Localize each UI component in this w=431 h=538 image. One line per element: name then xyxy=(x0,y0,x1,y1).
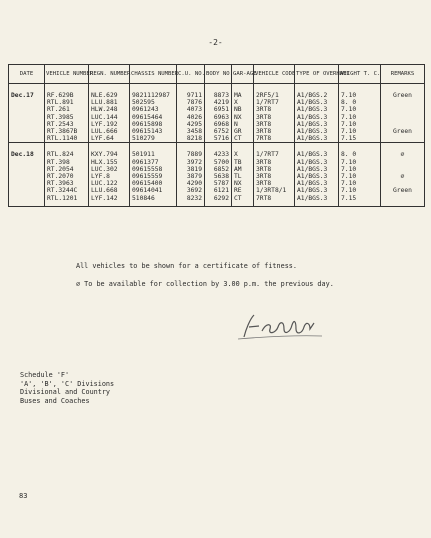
table-cell: 7.10 xyxy=(339,128,381,135)
table-row xyxy=(9,180,425,187)
table-cell: LUC.302 xyxy=(89,166,130,173)
column-header: CHASSIS NUMBER xyxy=(130,65,177,84)
table-cell: 7.10 xyxy=(339,106,381,113)
table-cell: 7.10 xyxy=(339,166,381,173)
table-cell: RTL.824 xyxy=(45,151,89,158)
table-row xyxy=(9,135,425,143)
table-cell: A1/BGS.2 xyxy=(295,92,339,99)
table-cell: RT.3867B xyxy=(45,128,89,135)
table-cell: 09615559 xyxy=(130,173,177,180)
date-cell: Dec.18 xyxy=(9,151,45,158)
table-cell: 502595 xyxy=(130,99,177,106)
table-cell: 7.10 xyxy=(339,121,381,128)
table-cell: 6963 xyxy=(205,114,232,121)
table-cell: 3879 xyxy=(177,173,205,180)
table-cell xyxy=(381,99,425,106)
table-cell: Green xyxy=(381,128,425,135)
table-cell: 3RT8 xyxy=(254,180,295,187)
table-cell: A1/BGS.3 xyxy=(295,99,339,106)
table-cell: RE xyxy=(232,187,254,194)
table-cell: RT.2543 xyxy=(45,121,89,128)
table-cell xyxy=(381,135,425,143)
table-cell: 7.10 xyxy=(339,180,381,187)
table-cell: Green xyxy=(381,187,425,194)
date-cell xyxy=(9,128,45,135)
table-cell: ∅ xyxy=(381,173,425,180)
table-cell: 1/7RT7 xyxy=(254,99,295,106)
table-cell: 7.10 xyxy=(339,173,381,180)
table-row xyxy=(9,99,425,106)
footnote-collection: ∅ To be available for collection by 3.00 p.m. the previous day. xyxy=(76,280,334,288)
table-cell xyxy=(381,121,425,128)
table-cell: A1/BGS.3 xyxy=(295,151,339,158)
date-cell xyxy=(9,99,45,106)
column-header: WEIGHT T. C. xyxy=(339,65,381,84)
table-row xyxy=(9,128,425,135)
table-cell: 0961243 xyxy=(130,106,177,113)
table-cell xyxy=(381,180,425,187)
table-row xyxy=(9,106,425,113)
table-cell xyxy=(381,106,425,113)
table-cell: AM xyxy=(232,166,254,173)
table-cell: 09615400 xyxy=(130,180,177,187)
table-cell: 4233 xyxy=(205,151,232,158)
table-cell: 7889 xyxy=(177,151,205,158)
table-cell: LLU.881 xyxy=(89,99,130,106)
table-cell: 8218 xyxy=(177,135,205,143)
table-cell: 7RT8 xyxy=(254,195,295,202)
table-cell: 6852 xyxy=(205,166,232,173)
table-cell: 5638 xyxy=(205,173,232,180)
table-cell xyxy=(381,195,425,202)
table-cell: NX xyxy=(232,180,254,187)
table-cell: RT.3963 xyxy=(45,180,89,187)
vehicle-schedule-table xyxy=(8,64,425,207)
table-cell: LYF.64 xyxy=(89,135,130,143)
table-cell: RTL.1140 xyxy=(45,135,89,143)
table-row xyxy=(9,114,425,121)
table-cell: RT.261 xyxy=(45,106,89,113)
column-header: VEHICLE NUMBER xyxy=(45,65,89,84)
table-cell: 7876 xyxy=(177,99,205,106)
column-header: C.U. NO. xyxy=(177,65,205,84)
table-cell: 8. 0 xyxy=(339,99,381,106)
group-spacer xyxy=(9,202,425,207)
table-cell: 9821112987 xyxy=(130,92,177,99)
table-cell: HLW.248 xyxy=(89,106,130,113)
table-cell: 3692 xyxy=(177,187,205,194)
table-cell: 7.10 xyxy=(339,114,381,121)
date-cell xyxy=(9,195,45,202)
table-row xyxy=(9,121,425,128)
table-cell: 7.10 xyxy=(339,159,381,166)
table-cell: A1/BGS.3 xyxy=(295,128,339,135)
table-cell: 7.15 xyxy=(339,135,381,143)
table-cell: 09614041 xyxy=(130,187,177,194)
table-cell: CT xyxy=(232,135,254,143)
date-cell xyxy=(9,121,45,128)
date-cell xyxy=(9,135,45,143)
date-cell xyxy=(9,173,45,180)
table-cell: 4295 xyxy=(177,121,205,128)
table-cell: 3972 xyxy=(177,159,205,166)
table-cell: LYF.8 xyxy=(89,173,130,180)
table-cell: 0961377 xyxy=(130,159,177,166)
table-row xyxy=(9,195,425,202)
date-cell xyxy=(9,180,45,187)
table-cell: A1/BGS.3 xyxy=(295,187,339,194)
table-cell: 1/7RT7 xyxy=(254,151,295,158)
table-cell: 5787 xyxy=(205,180,232,187)
table-cell: RT.3244C xyxy=(45,187,89,194)
table-cell: 3819 xyxy=(177,166,205,173)
column-header: BODY NO. xyxy=(205,65,232,84)
date-cell: Dec.17 xyxy=(9,92,45,99)
table-cell: NLE.629 xyxy=(89,92,130,99)
table-cell: LUC.122 xyxy=(89,180,130,187)
table-cell: NB xyxy=(232,106,254,113)
table-cell: RTL.1201 xyxy=(45,195,89,202)
table-cell: A1/BGS.3 xyxy=(295,121,339,128)
table-cell: 7.10 xyxy=(339,92,381,99)
table-cell: RT.2054 xyxy=(45,166,89,173)
table-cell: 9711 xyxy=(177,92,205,99)
table-cell: A1/BGS.3 xyxy=(295,180,339,187)
table-cell: A1/BGS.3 xyxy=(295,114,339,121)
table-cell: LUC.144 xyxy=(89,114,130,121)
column-header: REMARKS xyxy=(381,65,425,84)
schedule-line: 'A', 'B', 'C' Divisions xyxy=(20,379,115,388)
table-cell: X xyxy=(232,99,254,106)
table-cell: LLU.668 xyxy=(89,187,130,194)
table-cell: GR xyxy=(232,128,254,135)
table-cell: 4290 xyxy=(177,180,205,187)
handwritten-signature xyxy=(232,307,326,345)
schedule-line: Schedule 'F' xyxy=(20,371,70,379)
table-cell: MA xyxy=(232,92,254,99)
table-cell xyxy=(381,159,425,166)
table-cell: 3RT8 xyxy=(254,173,295,180)
group-spacer xyxy=(9,84,425,93)
date-cell xyxy=(9,114,45,121)
column-header: VEHICLE CODE xyxy=(254,65,295,84)
footnote-certificate: All vehicles to be shown for a certificate of fitness. xyxy=(76,262,297,270)
table-cell: NX xyxy=(232,114,254,121)
table-row xyxy=(9,159,425,166)
table-cell: 7.15 xyxy=(339,195,381,202)
table-cell: LUL.666 xyxy=(89,128,130,135)
table-cell: 1/3RT8/1 xyxy=(254,187,295,194)
date-cell xyxy=(9,187,45,194)
table-row xyxy=(9,151,425,158)
table-cell: N xyxy=(232,121,254,128)
table-cell: Green xyxy=(381,92,425,99)
table-cell: RT.398 xyxy=(45,159,89,166)
table-row xyxy=(9,92,425,99)
table-cell: LYF.142 xyxy=(89,195,130,202)
table-cell: 3458 xyxy=(177,128,205,135)
page-number: -2- xyxy=(208,38,223,47)
table-cell: 5700 xyxy=(205,159,232,166)
table-cell: RF.629B xyxy=(45,92,89,99)
table-row xyxy=(9,187,425,194)
table-body xyxy=(9,84,425,207)
date-cell xyxy=(9,159,45,166)
table-cell: A1/BGS.3 xyxy=(295,166,339,173)
table-header-row xyxy=(9,65,425,84)
table-cell: 4026 xyxy=(177,114,205,121)
column-header: TYPE OF OVERHAUL xyxy=(295,65,339,84)
table-cell: 09615464 xyxy=(130,114,177,121)
table-cell: A1/BGS.3 xyxy=(295,106,339,113)
column-header: REGN. NUMBER xyxy=(89,65,130,84)
table-cell: A1/BGS.3 xyxy=(295,159,339,166)
table-row xyxy=(9,166,425,173)
schedule-info xyxy=(20,371,114,405)
table-cell: KXY.794 xyxy=(89,151,130,158)
table-cell: 3RT8 xyxy=(254,166,295,173)
table-cell: 7RT8 xyxy=(254,135,295,143)
table-cell: 8. 0 xyxy=(339,151,381,158)
date-cell xyxy=(9,166,45,173)
table-cell xyxy=(381,166,425,173)
table-cell: 7.10 xyxy=(339,187,381,194)
table-cell: RT.3985 xyxy=(45,114,89,121)
schedule-line: Divisional and Country xyxy=(20,388,111,397)
table-cell: 3RT8 xyxy=(254,106,295,113)
table-cell: 8232 xyxy=(177,195,205,202)
table-cell: 501911 xyxy=(130,151,177,158)
table-cell: 6121 xyxy=(205,187,232,194)
table-cell: 3RT8 xyxy=(254,114,295,121)
table-cell: 4073 xyxy=(177,106,205,113)
table-cell: HLX.155 xyxy=(89,159,130,166)
column-header: GAR-AGE xyxy=(232,65,254,84)
table-cell: 510279 xyxy=(130,135,177,143)
table-cell xyxy=(381,114,425,121)
table-cell: 6951 xyxy=(205,106,232,113)
table-cell: 6292 xyxy=(205,195,232,202)
table-cell: TL xyxy=(232,173,254,180)
table-cell: 4219 xyxy=(205,99,232,106)
table-cell: 510846 xyxy=(130,195,177,202)
footer-page-number: 83 xyxy=(19,492,28,500)
table-cell: RT.2070 xyxy=(45,173,89,180)
table-cell: 6752 xyxy=(205,128,232,135)
table-cell: 09615898 xyxy=(130,121,177,128)
table-cell: 3RT8 xyxy=(254,121,295,128)
table-cell: 3RT8 xyxy=(254,159,295,166)
table-cell: TB xyxy=(232,159,254,166)
table-cell: ∅ xyxy=(381,151,425,158)
table-cell: 2RF5/1 xyxy=(254,92,295,99)
table-cell: 6968 xyxy=(205,121,232,128)
group-spacer xyxy=(9,143,425,152)
table-cell: A1/BGS.3 xyxy=(295,173,339,180)
schedule-line: Buses and Coaches xyxy=(20,396,90,405)
table-row xyxy=(9,173,425,180)
table-cell: X xyxy=(232,151,254,158)
table-cell: A1/BGS.3 xyxy=(295,195,339,202)
table-cell: 8873 xyxy=(205,92,232,99)
table-cell: A1/BGS.3 xyxy=(295,135,339,143)
table-cell: 5716 xyxy=(205,135,232,143)
table-cell: RTL.891 xyxy=(45,99,89,106)
column-header: DATE xyxy=(9,65,45,84)
table-cell: LYF.192 xyxy=(89,121,130,128)
table-cell: 3RT8 xyxy=(254,128,295,135)
date-cell xyxy=(9,106,45,113)
table-cell: 09615143 xyxy=(130,128,177,135)
table-cell: CT xyxy=(232,195,254,202)
table-cell: 09615558 xyxy=(130,166,177,173)
